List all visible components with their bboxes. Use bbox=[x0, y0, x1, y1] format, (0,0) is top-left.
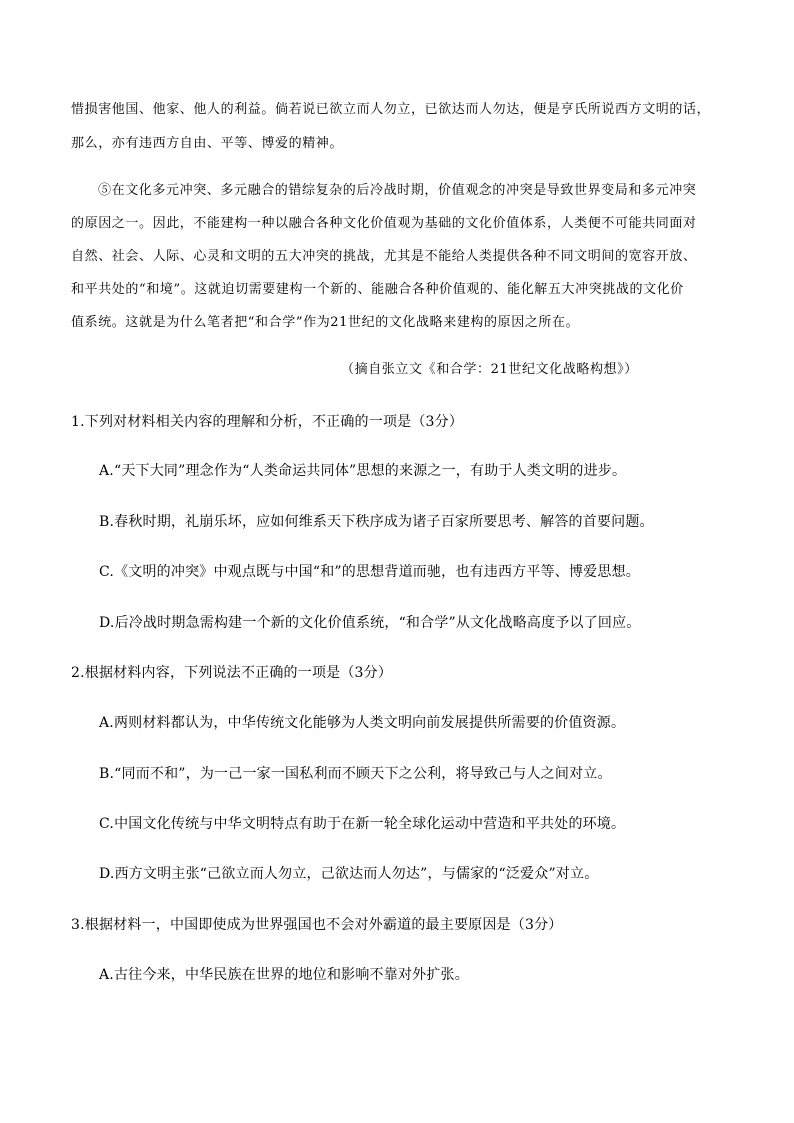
passage-line: 惜损害他国、他家、他人的利益。倘若说已欲立而人勿立，已欲达而人勿达，便是亨氏所说西方文明的话， bbox=[71, 102, 711, 117]
question-option: D.西方文明主张“己欲立而人勿立，己欲达而人勿达”，与儒家的“泛爱众”对立。 bbox=[99, 866, 599, 882]
passage-line: ⑤在文化多元冲突、多元融合的错综复杂的后冷战时期，价值观念的冲突是导致世界变局和多元冲突 bbox=[98, 183, 697, 198]
question-option: B.春秋时期，礼崩乐坏，应如何维系天下秩序成为诸子百家所要思考、解答的首要问题。 bbox=[99, 514, 654, 530]
question-option: C.《文明的冲突》中观点既与中国“和”的思想背道而驰，也有违西方平等、博爱思想。 bbox=[99, 564, 640, 580]
passage-line: 那么，亦有违西方自由、平等、博爱的精神。 bbox=[71, 136, 344, 151]
passage-line: 值系统。这就是为什么笔者把“和合学”作为21世纪的文化战略来建构的原因之所在。 bbox=[71, 315, 580, 330]
question-option: A.古往今来，中华民族在世界的地位和影响不靠对外扩张。 bbox=[99, 967, 469, 983]
question-option: B.“同而不和”，为一己一家一国私利而不顾天下之公利，将导致己与人之间对立。 bbox=[99, 766, 612, 782]
passage-source: （摘自张立文《和合学：21世纪文化战略构想》） bbox=[341, 362, 638, 377]
question-stem: 3.根据材料一，中国即使成为世界强国也不会对外霸道的最主要原因是（3分） bbox=[71, 917, 563, 933]
question-option: A.“天下大同”理念作为“人类命运共同体”思想的来源之一，有助于人类文明的进步。 bbox=[99, 463, 627, 479]
question-option: C.中国文化传统与中华文明特点有助于在新一轮全球化运动中营造和平共处的环境。 bbox=[99, 816, 626, 832]
question-stem: 1.下列对材料相关内容的理解和分析，不正确的一项是（3分） bbox=[71, 414, 464, 430]
question-option: A.两则材料都认为，中华传统文化能够为人类文明向前发展提供所需要的价值资源。 bbox=[99, 715, 626, 731]
passage-line: 的原因之一。因此，不能建构一种以融合各种文化价值观为基础的文化价值体系，人类便不可能共同面对 bbox=[71, 216, 697, 231]
question-stem: 2.根据材料内容，下列说法不正确的一项是（3分） bbox=[71, 665, 393, 681]
question-option: D.后冷战时期急需构建一个新的文化价值系统，“和合学”从文化战略高度予以了回应。 bbox=[99, 615, 641, 631]
passage-line: 自然、社会、人际、心灵和文明的五大冲突的挑战，尤其是不能给人类提供各种不同文明间的宽容开放、 bbox=[71, 249, 697, 264]
passage-line: 和平共处的“和境”。这就迫切需要建构一个新的、能融合各种价值观的、能化解五大冲突挑战的文化价 bbox=[71, 282, 684, 297]
